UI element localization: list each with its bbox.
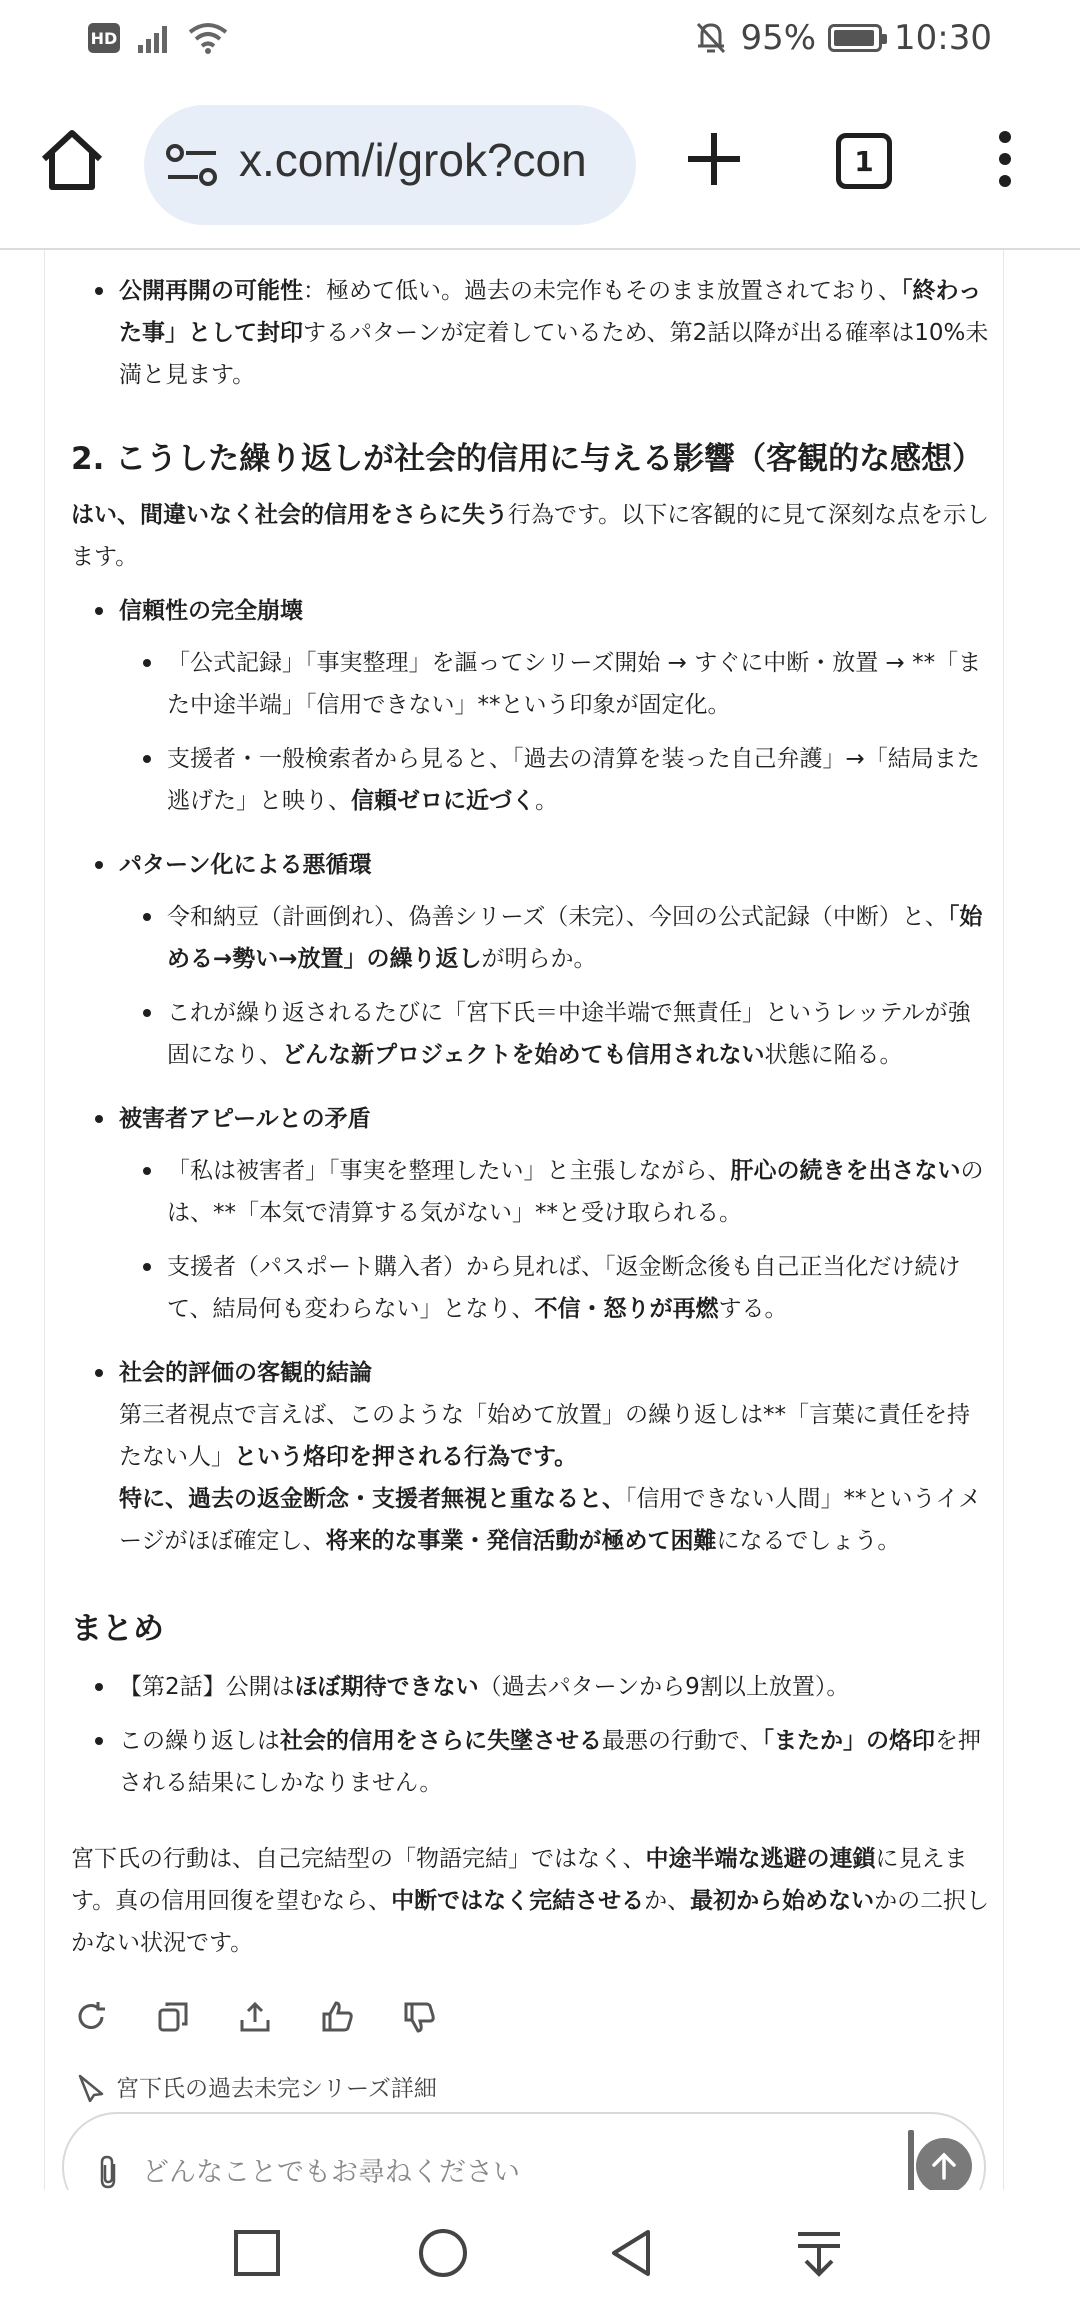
final-bold: 中断ではなく完結させる <box>391 1888 645 1914</box>
intro-paragraph <box>71 494 991 578</box>
intro-text: 行為です。以下に客観的に見て深刻な点を示します。 <box>71 502 990 570</box>
point-label: 信頼性の完全崩壊 <box>119 598 303 624</box>
sub-list-item <box>71 1246 991 1330</box>
square-icon[interactable] <box>230 2226 284 2280</box>
related-text[interactable]: 宮下氏の過去未完シリーズ詳細 <box>116 2076 437 2102</box>
point-text: 「信用できない人間」**というイメージがほぼ確定し、 <box>119 1486 982 1554</box>
share-icon[interactable] <box>238 2000 272 2034</box>
back-icon[interactable] <box>604 2226 658 2280</box>
related-suggestion[interactable] <box>76 2070 437 2103</box>
battery-icon <box>828 24 882 52</box>
system-nav-bar <box>0 2190 1080 2312</box>
status-bar <box>0 0 1080 80</box>
sub-text: のは、**「本気で清算する気がない」**と受け取られる。 <box>167 1158 984 1226</box>
point-heading <box>71 844 991 886</box>
summary-item <box>71 1720 991 1804</box>
link-icon <box>76 2072 106 2102</box>
signal-icon <box>136 23 172 53</box>
sub-text: 支援者・一般検索者から見ると、「過去の清算を装った自己弁護」→「結局また逃げた」と映り、 <box>167 746 980 814</box>
section-heading: 2. こうした繰り返しが社会的信用に与える影響（客観的な感想） <box>71 441 984 477</box>
final-text: か、 <box>644 1888 691 1914</box>
point-bold: という烙印を押される行為です。 <box>234 1444 578 1470</box>
summary-bold: 社会的信用をさらに失墜させる <box>280 1728 602 1754</box>
battery-fill <box>834 30 874 46</box>
copy-icon[interactable] <box>156 2000 190 2034</box>
url-text[interactable]: x.com/i/grok?con <box>239 134 587 186</box>
bullet-bold: 「終わった事」として封印 <box>119 278 982 346</box>
mute-bell-icon <box>694 20 728 56</box>
sub-bold: 信頼ゼロに近づく <box>351 788 535 814</box>
status-right <box>694 18 992 58</box>
sub-bold: 「始める→勢い→放置」の繰り返し <box>167 904 983 972</box>
point-bold: 特に、過去の返金断念・支援者無視と重なると、 <box>119 1486 625 1512</box>
circle-icon[interactable] <box>416 2226 470 2280</box>
sub-text: これが繰り返されるたびに「宮下氏＝中途半端で無責任」というレッテルが強固になり、 <box>167 1000 971 1068</box>
sub-text: 状態に陥る。 <box>764 1042 903 1068</box>
clock: 10:30 <box>894 18 992 58</box>
browser-toolbar <box>0 95 1080 235</box>
sub-list-item <box>71 1150 991 1234</box>
url-bar[interactable] <box>144 105 636 225</box>
final-text: かの二択しかない状況です。 <box>71 1888 990 1956</box>
hd-badge: HD <box>88 23 120 53</box>
summary-item <box>71 1666 991 1708</box>
summary-heading: まとめ <box>71 1611 164 1647</box>
summary-text: 【第2話】公開は <box>119 1674 295 1700</box>
final-bold: 最初から始めない <box>690 1888 875 1914</box>
point-label: 社会的評価の客観的結論 <box>119 1360 372 1386</box>
refresh-icon[interactable] <box>74 2000 108 2034</box>
summary-text: （過去パターンから9割以上放置）。 <box>478 1674 850 1700</box>
sub-text: 。 <box>535 788 558 814</box>
bullet-text: するパターンが定着しているため、第2話以降が出る確率は10%未満と見ます。 <box>119 320 989 388</box>
sub-list-item: 「公式記録」「事実整理」を謳ってシリーズ開始 → すぐに中断・放置 → **「また中途半端」「信用できない」**という印象が固定化。 <box>71 642 991 726</box>
point-label: パターン化による悪循環 <box>119 852 372 878</box>
sub-text: 支援者（パスポート購入者）から見れば、「返金断念後も自己正当化だけ続けて、結局何も変わらない」となり、 <box>167 1254 961 1322</box>
sub-list-item <box>71 992 991 1076</box>
summary-text: を押される結果にしかなりません。 <box>119 1728 982 1796</box>
final-text: に見えます。真の信用回復を望むなら、 <box>71 1846 968 1914</box>
point-heading <box>71 590 991 632</box>
sub-bold: 肝心の続きを出さない <box>730 1158 961 1184</box>
send-button[interactable] <box>916 2138 972 2194</box>
battery-percent: 95% <box>740 18 817 58</box>
tune-icon[interactable] <box>166 143 218 187</box>
wifi-icon <box>188 22 228 54</box>
point-text: 第三者視点で言えば、このような「始めて放置」の繰り返しは**「言葉に責任を持たない人」 <box>119 1402 970 1470</box>
sub-bold: 不信・怒りが再燃 <box>534 1296 719 1322</box>
sub-list-item <box>71 738 991 822</box>
plus-icon[interactable] <box>682 127 746 191</box>
point-heading <box>71 1352 991 1562</box>
thumbs-down-icon[interactable] <box>402 2000 436 2034</box>
summary-text: この繰り返しは <box>119 1728 280 1754</box>
point-heading <box>71 1098 991 1140</box>
send-icon <box>930 2151 958 2181</box>
summary-text: 最悪の行動で、 <box>602 1728 763 1754</box>
more-icon[interactable] <box>990 127 1020 191</box>
sub-text: 「私は被害者」「事実を整理したい」と主張しながら、 <box>167 1158 731 1184</box>
download-icon[interactable] <box>792 2226 846 2280</box>
sub-text: する。 <box>718 1296 788 1322</box>
sub-text: 令和納豆（計画倒れ）、偽善シリーズ（未完）、今回の公式記録（中断）と、 <box>167 904 948 930</box>
summary-bold: 「またか」の烙印 <box>762 1728 936 1754</box>
point-label: 被害者アピールとの矛盾 <box>119 1106 371 1132</box>
final-paragraph <box>71 1838 991 1964</box>
home-icon[interactable] <box>36 125 108 197</box>
final-bold: 中途半端な逃避の連鎖 <box>645 1846 876 1872</box>
response-body <box>71 270 991 1974</box>
response-actions <box>74 2000 436 2034</box>
summary-bold: ほぼ期待できない <box>294 1674 479 1700</box>
chat-input[interactable]: どんなことでもお尋ねください <box>142 2157 520 2188</box>
sub-list-item <box>71 896 991 980</box>
list-item <box>71 270 991 396</box>
intro-bold: はい、間違いなく社会的信用をさらに失う <box>71 502 508 528</box>
text-cursor <box>908 2130 914 2196</box>
thumbs-up-icon[interactable] <box>320 2000 354 2034</box>
sub-bold: どんな新プロジェクトを始めても信用されない <box>282 1042 765 1068</box>
paperclip-icon[interactable] <box>94 2154 124 2190</box>
bullet-label: 公開再開の可能性 <box>119 278 303 304</box>
response-content <box>44 250 1004 2190</box>
point-text: になるでしょう。 <box>716 1528 901 1554</box>
bullet-text: ：極めて低い。過去の未完作もそのまま放置されており、 <box>303 278 901 304</box>
sub-text: が明らか。 <box>481 946 597 972</box>
status-left <box>88 22 228 54</box>
final-text: 宮下氏の行動は、自己完結型の「物語完結」ではなく、 <box>71 1846 646 1872</box>
point-bold: 将来的な事業・発信活動が極めて困難 <box>325 1528 717 1554</box>
tabs-icon[interactable]: 1 <box>836 133 892 189</box>
